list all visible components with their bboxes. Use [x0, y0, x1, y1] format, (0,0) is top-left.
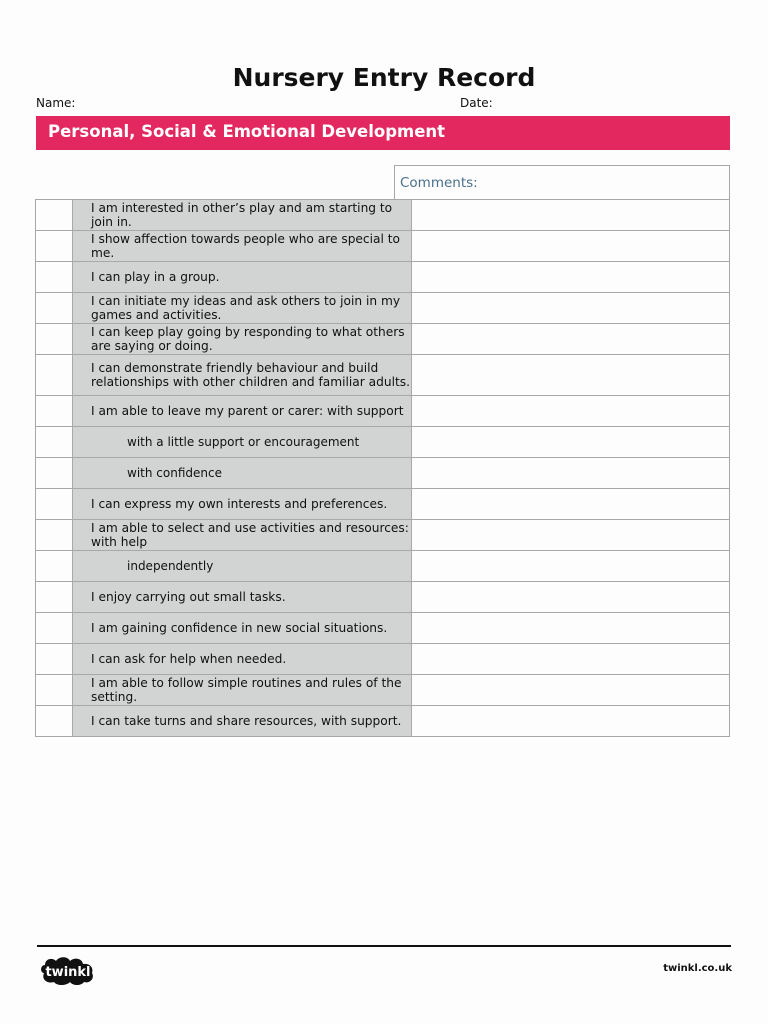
date-label: Date: — [460, 96, 493, 110]
table-row — [36, 427, 730, 458]
statement-cell: with a little support or encouragement — [73, 427, 412, 458]
checkbox-cell[interactable] — [36, 200, 73, 231]
table-row — [36, 355, 730, 396]
table-row — [36, 489, 730, 520]
checkbox-cell[interactable] — [36, 396, 73, 427]
table-row — [36, 262, 730, 293]
comment-cell[interactable] — [412, 520, 730, 551]
footer-divider — [37, 945, 731, 947]
table-row — [36, 200, 730, 231]
statement-cell: I am interested in other’s play and am starting to join in. — [73, 200, 412, 231]
statement-cell: I can take turns and share resources, with support. — [73, 706, 412, 737]
table-row — [36, 324, 730, 355]
checkbox-cell[interactable] — [36, 613, 73, 644]
comments-label: Comments: — [400, 175, 478, 191]
comment-cell[interactable] — [412, 675, 730, 706]
footer-site: twinkl.co.uk — [663, 963, 732, 974]
checkbox-cell[interactable] — [36, 644, 73, 675]
comment-cell[interactable] — [412, 489, 730, 520]
comment-cell[interactable] — [412, 582, 730, 613]
table-row — [36, 582, 730, 613]
checkbox-cell[interactable] — [36, 520, 73, 551]
statement-cell: I enjoy carrying out small tasks. — [73, 582, 412, 613]
comment-cell[interactable] — [412, 427, 730, 458]
checkbox-cell[interactable] — [36, 355, 73, 396]
checkbox-cell[interactable] — [36, 231, 73, 262]
statement-cell: I can ask for help when needed. — [73, 644, 412, 675]
checkbox-cell[interactable] — [36, 427, 73, 458]
comment-cell[interactable] — [412, 355, 730, 396]
comment-cell[interactable] — [412, 458, 730, 489]
statement-cell: I am gaining confidence in new social situations. — [73, 613, 412, 644]
statement-cell: I show affection towards people who are special to me. — [73, 231, 412, 262]
table-row — [36, 458, 730, 489]
checkbox-cell[interactable] — [36, 489, 73, 520]
table-row — [36, 293, 730, 324]
statement-cell: with confidence — [73, 458, 412, 489]
checkbox-cell[interactable] — [36, 675, 73, 706]
comment-cell[interactable] — [412, 293, 730, 324]
statement-cell: I can keep play going by responding to what others are saying or doing. — [73, 324, 412, 355]
comment-cell[interactable] — [412, 262, 730, 293]
statement-cell: I am able to select and use activities and resources: with help — [73, 520, 412, 551]
logo-text: twinkl — [45, 965, 91, 980]
statement-cell: independently — [73, 551, 412, 582]
checkbox-cell[interactable] — [36, 293, 73, 324]
section-title: Personal, Social & Emotional Development — [48, 122, 446, 141]
statement-cell: I can demonstrate friendly behaviour and build relationships with other children and familiar adults. — [73, 355, 412, 396]
table-row — [36, 675, 730, 706]
table-row — [36, 613, 730, 644]
comment-cell[interactable] — [412, 706, 730, 737]
statement-cell: I can initiate my ideas and ask others to join in my games and activities. — [73, 293, 412, 324]
comment-cell[interactable] — [412, 231, 730, 262]
comment-cell[interactable] — [412, 324, 730, 355]
statement-cell: I am able to leave my parent or carer: with support — [73, 396, 412, 427]
statement-cell: I am able to follow simple routines and rules of the setting. — [73, 675, 412, 706]
statement-cell: I can play in a group. — [73, 262, 412, 293]
statement-cell: I can express my own interests and preferences. — [73, 489, 412, 520]
checkbox-cell[interactable] — [36, 324, 73, 355]
table-row — [36, 231, 730, 262]
table-row — [36, 551, 730, 582]
checkbox-cell[interactable] — [36, 262, 73, 293]
table-row — [36, 520, 730, 551]
page-title: Nursery Entry Record — [232, 63, 536, 92]
comment-cell[interactable] — [412, 551, 730, 582]
table-row — [36, 706, 730, 737]
comment-cell[interactable] — [412, 613, 730, 644]
name-label: Name: — [36, 96, 76, 110]
comments-header — [394, 165, 730, 200]
section-banner — [36, 116, 730, 150]
checkbox-cell[interactable] — [36, 582, 73, 613]
checkbox-cell[interactable] — [36, 458, 73, 489]
comment-cell[interactable] — [412, 396, 730, 427]
record-table — [35, 199, 730, 737]
comment-cell[interactable] — [412, 644, 730, 675]
checkbox-cell[interactable] — [36, 706, 73, 737]
twinkl-logo — [38, 953, 98, 987]
table-row — [36, 396, 730, 427]
comment-cell[interactable] — [412, 200, 730, 231]
table-row — [36, 644, 730, 675]
checkbox-cell[interactable] — [36, 551, 73, 582]
